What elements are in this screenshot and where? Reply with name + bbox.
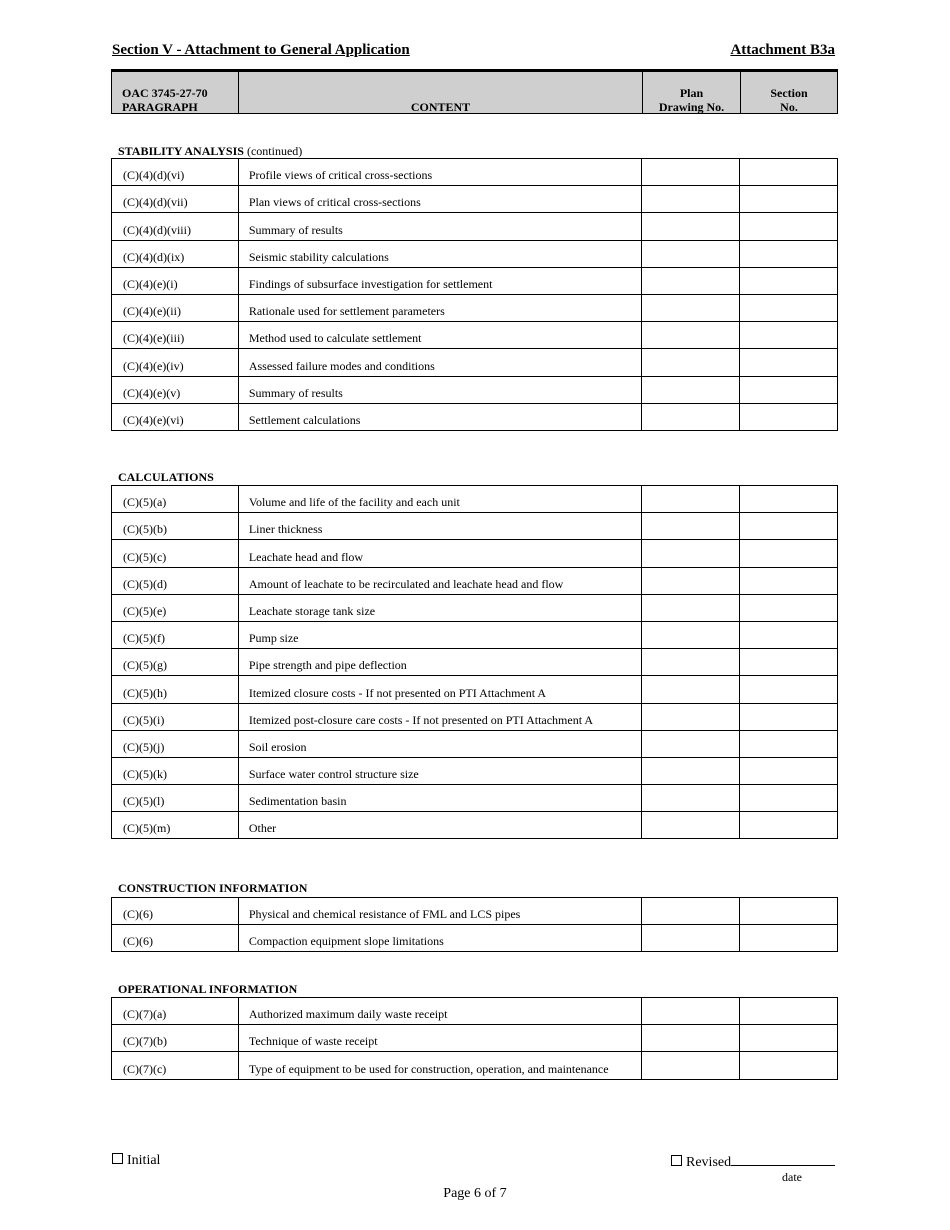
paragraph-cell: (C)(5)(k) bbox=[112, 757, 239, 784]
section-no-cell[interactable] bbox=[740, 486, 838, 513]
paragraph-cell: (C)(7)(a) bbox=[112, 998, 239, 1025]
paragraph-cell: (C)(5)(l) bbox=[112, 785, 239, 812]
plan-drawing-cell[interactable] bbox=[642, 594, 740, 621]
section-no-cell[interactable] bbox=[740, 540, 838, 567]
construction-table bbox=[111, 897, 838, 952]
section-no-cell[interactable] bbox=[740, 267, 838, 294]
plan-drawing-cell[interactable] bbox=[642, 1025, 740, 1052]
content-cell: Summary of results bbox=[238, 213, 641, 240]
plan-drawing-cell[interactable] bbox=[642, 1052, 740, 1079]
paragraph-cell: (C)(4)(e)(iii) bbox=[112, 322, 239, 349]
section-no-cell[interactable] bbox=[740, 376, 838, 403]
revised-date-line[interactable] bbox=[731, 1153, 835, 1166]
section-no-cell[interactable] bbox=[740, 621, 838, 648]
plan-drawing-cell[interactable] bbox=[642, 730, 740, 757]
col-plan-drawing: Plan Drawing No. bbox=[643, 72, 741, 113]
table-row bbox=[112, 703, 838, 730]
plan-drawing-cell[interactable] bbox=[642, 812, 740, 839]
section-no-cell[interactable] bbox=[740, 322, 838, 349]
section-no-cell[interactable] bbox=[740, 567, 838, 594]
content-cell: Compaction equipment slope limitations bbox=[238, 925, 641, 952]
table-row bbox=[112, 540, 838, 567]
content-cell: Settlement calculations bbox=[238, 403, 641, 430]
paragraph-cell: (C)(6) bbox=[112, 925, 239, 952]
paragraph-cell: (C)(7)(c) bbox=[112, 1052, 239, 1079]
col-section-no: Section No. bbox=[770, 86, 808, 114]
section-no-cell[interactable] bbox=[740, 676, 838, 703]
table-row bbox=[112, 649, 838, 676]
paragraph-cell: (C)(4)(e)(iv) bbox=[112, 349, 239, 376]
content-cell: Summary of results bbox=[238, 376, 641, 403]
content-cell: Method used to calculate settlement bbox=[238, 322, 641, 349]
plan-drawing-cell[interactable] bbox=[642, 703, 740, 730]
content-cell: Profile views of critical cross-sections bbox=[238, 159, 641, 186]
content-cell: Volume and life of the facility and each unit bbox=[238, 486, 641, 513]
plan-drawing-cell[interactable] bbox=[642, 159, 740, 186]
paragraph-cell: (C)(4)(e)(ii) bbox=[112, 294, 239, 321]
section-no-cell[interactable] bbox=[740, 925, 838, 952]
plan-drawing-cell[interactable] bbox=[642, 785, 740, 812]
section-no-cell[interactable] bbox=[740, 998, 838, 1025]
plan-drawing-cell[interactable] bbox=[642, 567, 740, 594]
content-cell: Surface water control structure size bbox=[238, 757, 641, 784]
paragraph-cell: (C)(4)(e)(i) bbox=[112, 267, 239, 294]
table-row bbox=[112, 294, 838, 321]
table-row bbox=[112, 349, 838, 376]
paragraph-cell: (C)(5)(e) bbox=[112, 594, 239, 621]
paragraph-cell: (C)(4)(d)(vii) bbox=[112, 186, 239, 213]
paragraph-cell: (C)(5)(h) bbox=[112, 676, 239, 703]
section-no-cell[interactable] bbox=[740, 594, 838, 621]
table-row bbox=[112, 621, 838, 648]
table-row bbox=[112, 513, 838, 540]
table-row bbox=[112, 898, 838, 925]
section-no-cell[interactable] bbox=[740, 349, 838, 376]
paragraph-cell: (C)(4)(e)(vi) bbox=[112, 403, 239, 430]
paragraph-cell: (C)(5)(m) bbox=[112, 812, 239, 839]
paragraph-cell: (C)(5)(d) bbox=[112, 567, 239, 594]
plan-drawing-cell[interactable] bbox=[642, 676, 740, 703]
plan-drawing-cell[interactable] bbox=[642, 540, 740, 567]
plan-drawing-cell[interactable] bbox=[642, 294, 740, 321]
paragraph-cell: (C)(6) bbox=[112, 898, 239, 925]
table-row bbox=[112, 186, 838, 213]
content-cell: Rationale used for settlement parameters bbox=[238, 294, 641, 321]
content-cell: Leachate head and flow bbox=[238, 540, 641, 567]
plan-drawing-cell[interactable] bbox=[642, 376, 740, 403]
plan-drawing-cell[interactable] bbox=[642, 213, 740, 240]
page-number: Page 6 of 7 bbox=[443, 1186, 507, 1201]
initial-checkbox[interactable]: Initial bbox=[112, 1153, 160, 1169]
content-cell: Findings of subsurface investigation for settlement bbox=[238, 267, 641, 294]
table-row bbox=[112, 267, 838, 294]
section-no-cell[interactable] bbox=[740, 812, 838, 839]
plan-drawing-cell[interactable] bbox=[642, 998, 740, 1025]
section-no-cell[interactable] bbox=[740, 898, 838, 925]
table-row bbox=[112, 567, 838, 594]
calculations-title: CALCULATIONS bbox=[118, 470, 214, 484]
plan-drawing-cell[interactable] bbox=[642, 649, 740, 676]
section-no-cell[interactable] bbox=[740, 730, 838, 757]
table-row bbox=[112, 730, 838, 757]
construction-title: CONSTRUCTION INFORMATION bbox=[118, 881, 308, 895]
content-cell: Soil erosion bbox=[238, 730, 641, 757]
paragraph-cell: (C)(5)(a) bbox=[112, 486, 239, 513]
content-cell: Physical and chemical resistance of FML and LCS pipes bbox=[238, 898, 641, 925]
plan-drawing-cell[interactable] bbox=[642, 486, 740, 513]
plan-drawing-cell[interactable] bbox=[642, 240, 740, 267]
col-content: CONTENT bbox=[239, 72, 643, 113]
plan-drawing-cell[interactable] bbox=[642, 322, 740, 349]
plan-drawing-cell[interactable] bbox=[642, 757, 740, 784]
content-cell: Pipe strength and pipe deflection bbox=[238, 649, 641, 676]
table-row bbox=[112, 757, 838, 784]
table-row bbox=[112, 812, 838, 839]
stability-title: STABILITY ANALYSIS (continued) bbox=[118, 144, 303, 158]
content-cell: Itemized post-closure care costs - If not presented on PTI Attachment A bbox=[238, 703, 641, 730]
section-no-cell[interactable] bbox=[740, 213, 838, 240]
table-row bbox=[112, 594, 838, 621]
section-no-cell[interactable] bbox=[740, 159, 838, 186]
paragraph-cell: (C)(4)(e)(v) bbox=[112, 376, 239, 403]
table-row bbox=[112, 998, 838, 1025]
content-cell: Assessed failure modes and conditions bbox=[238, 349, 641, 376]
checkbox-icon[interactable] bbox=[112, 1153, 123, 1164]
column-header bbox=[111, 69, 838, 114]
section-no-cell[interactable] bbox=[740, 1052, 838, 1079]
section-no-cell[interactable] bbox=[740, 649, 838, 676]
stability-table bbox=[111, 158, 838, 431]
paragraph-cell: (C)(5)(b) bbox=[112, 513, 239, 540]
content-cell: Authorized maximum daily waste receipt bbox=[238, 998, 641, 1025]
paragraph-cell: (C)(5)(i) bbox=[112, 703, 239, 730]
paragraph-cell: (C)(7)(b) bbox=[112, 1025, 239, 1052]
paragraph-cell: (C)(5)(c) bbox=[112, 540, 239, 567]
content-cell: Technique of waste receipt bbox=[238, 1025, 641, 1052]
operational-title: OPERATIONAL INFORMATION bbox=[118, 982, 298, 996]
table-row bbox=[112, 676, 838, 703]
plan-drawing-cell[interactable] bbox=[642, 621, 740, 648]
plan-drawing-cell[interactable] bbox=[642, 403, 740, 430]
plan-drawing-cell[interactable] bbox=[642, 349, 740, 376]
calculations-table bbox=[111, 485, 838, 839]
table-row bbox=[112, 240, 838, 267]
plan-drawing-cell[interactable] bbox=[642, 925, 740, 952]
paragraph-cell: (C)(4)(d)(vi) bbox=[112, 159, 239, 186]
content-cell: Leachate storage tank size bbox=[238, 594, 641, 621]
section-no-cell[interactable] bbox=[740, 757, 838, 784]
content-cell: Itemized closure costs - If not presented on PTI Attachment A bbox=[238, 676, 641, 703]
section-no-cell[interactable] bbox=[740, 294, 838, 321]
table-row bbox=[112, 1052, 838, 1079]
checkbox-icon[interactable] bbox=[671, 1155, 682, 1166]
table-row bbox=[112, 1025, 838, 1052]
operational-table bbox=[111, 997, 838, 1080]
paragraph-cell: (C)(4)(d)(viii) bbox=[112, 213, 239, 240]
paragraph-cell: (C)(5)(g) bbox=[112, 649, 239, 676]
content-cell: Plan views of critical cross-sections bbox=[238, 186, 641, 213]
section-no-cell[interactable] bbox=[740, 403, 838, 430]
plan-drawing-cell[interactable] bbox=[642, 513, 740, 540]
paragraph-cell: (C)(4)(d)(ix) bbox=[112, 240, 239, 267]
table-row bbox=[112, 925, 838, 952]
plan-drawing-cell[interactable] bbox=[642, 267, 740, 294]
date-label: date bbox=[782, 1170, 802, 1184]
table-row bbox=[112, 403, 838, 430]
paragraph-cell: (C)(5)(j) bbox=[112, 730, 239, 757]
content-cell: Pump size bbox=[238, 621, 641, 648]
table-row bbox=[112, 322, 838, 349]
content-cell: Sedimentation basin bbox=[238, 785, 641, 812]
plan-drawing-cell[interactable] bbox=[642, 186, 740, 213]
section-no-cell[interactable] bbox=[740, 703, 838, 730]
section-no-cell[interactable] bbox=[740, 240, 838, 267]
plan-drawing-cell[interactable] bbox=[642, 898, 740, 925]
content-cell: Amount of leachate to be recirculated and leachate head and flow bbox=[238, 567, 641, 594]
table-row bbox=[112, 486, 838, 513]
table-row bbox=[112, 159, 838, 186]
table-row bbox=[112, 213, 838, 240]
table-row bbox=[112, 376, 838, 403]
content-cell: Other bbox=[238, 812, 641, 839]
section-no-cell[interactable] bbox=[740, 186, 838, 213]
section-no-cell[interactable] bbox=[740, 1025, 838, 1052]
revised-checkbox[interactable]: Revised bbox=[671, 1153, 835, 1171]
section-no-cell[interactable] bbox=[740, 513, 838, 540]
content-cell: Liner thickness bbox=[238, 513, 641, 540]
content-cell: Seismic stability calculations bbox=[238, 240, 641, 267]
paragraph-cell: (C)(5)(f) bbox=[112, 621, 239, 648]
attachment-label: Attachment B3a bbox=[730, 42, 835, 58]
content-cell: Type of equipment to be used for construction, operation, and maintenance bbox=[238, 1052, 641, 1079]
header-title: Section V - Attachment to General Application bbox=[112, 42, 410, 58]
table-row bbox=[112, 785, 838, 812]
section-no-cell[interactable] bbox=[740, 785, 838, 812]
col-paragraph: OAC 3745-27-70 PARAGRAPH bbox=[112, 72, 239, 113]
